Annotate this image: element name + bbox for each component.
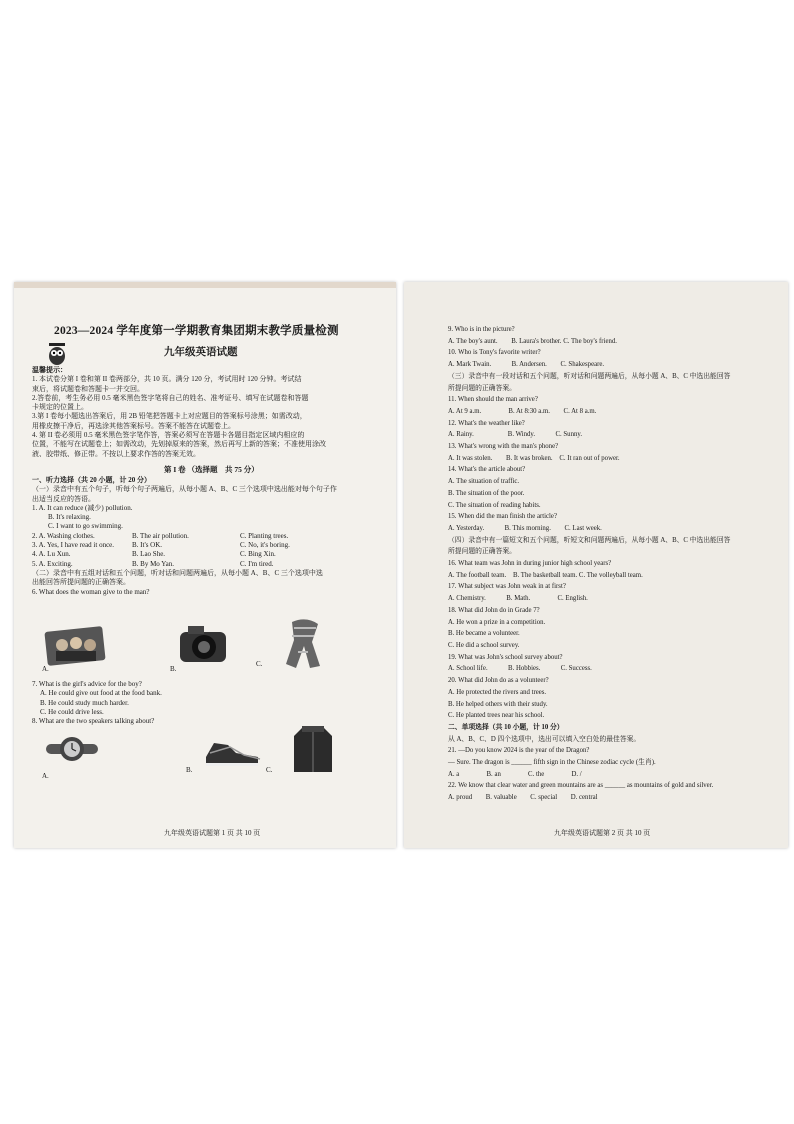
text-line: A. The football team. B. The basketball team. C. The volleyball team. — [448, 571, 643, 579]
option-a-label: A. — [42, 665, 49, 673]
question-1-option: C. I want to go swimming. — [48, 522, 123, 531]
exam-subtitle: 九年级英语试题 — [164, 347, 238, 358]
text-line: 18. What did John do in Grade 7? — [448, 606, 540, 614]
page-footer: 九年级英语试题第 2 页 共 10 页 — [554, 829, 651, 837]
text-line: A. At 9 a.m. B. At 8:30 a.m. C. At 8 a.m. — [448, 407, 597, 415]
question-8: 8. What are the two speakers talking about? — [32, 717, 155, 726]
notice-line: 4. 第 II 卷必须用 0.5 毫米黑色签字笔作答，答案必须写在答题卡各题目指定区域内相应的 — [32, 431, 305, 440]
option-a-label: A. — [42, 772, 49, 780]
text-line: 16. What team was John in during junior high school years? — [448, 560, 612, 568]
text-line: A. a B. an C. the D. / — [448, 770, 582, 778]
text-line: 17. What subject was John weak in at first? — [448, 583, 566, 591]
option-b-label: B. — [170, 665, 177, 673]
photo-of-people-icon — [44, 625, 106, 667]
listening-section — [32, 476, 337, 597]
text-line: C. He did a school survey. — [448, 641, 520, 649]
text-line: A. The situation of traffic. — [448, 478, 520, 486]
notice-line: 3.第 I 卷每小题选出答案后，用 2B 铅笔把答题卡上对应题目的答案标号涂黑；如需改动， — [32, 412, 307, 421]
camera-icon — [174, 622, 234, 668]
instruction-line: （二）录音中有五组对话和五个问题，听对话和问题两遍后，从每小题 A、B、C 三个选项中选 — [32, 568, 323, 577]
text-line: B. The situation of the poor. — [448, 489, 525, 497]
notice-line: 用橡皮擦干净后，再选涂其他答案标号。答案不能答在试题卷上。 — [32, 421, 235, 430]
scarf-icon — [282, 618, 328, 672]
notice-line: 束后，将试题卷和答题卡一并交回。 — [32, 384, 144, 393]
text-line: 19. What was John's school survey about? — [448, 653, 563, 661]
question-1-option: B. It's relaxing. — [48, 513, 91, 522]
notice-heading: 温馨提示： — [32, 366, 67, 374]
notice-line: 2.答卷前，考生务必用 0.5 毫米黑色签字笔将自己的姓名、准考证号、填写在试题卷和答题 — [32, 393, 309, 402]
text-line: A. Chemistry. B. Math. C. English. — [448, 595, 588, 603]
question-7: 7. What is the girl's advice for the boy? A. He could give out food at the food bank. B. He could study much harder. C. He could drive less. 8. What are the two speakers talking about? — [32, 680, 162, 726]
page-footer: 九年级英语试题第 1 页 共 10 页 — [164, 829, 261, 837]
section-heading: 二、单项选择（共 10 小题，计 10 分） — [448, 723, 564, 731]
text-line: C. The situation of reading habits. — [448, 501, 541, 509]
text-line: 14. What's the article about? — [448, 466, 526, 474]
instruction-line: 出能回答所提问题的正确答案。 — [32, 578, 130, 587]
text-line: B. He became a volunteer. — [448, 630, 520, 638]
owl-student-icon — [44, 340, 70, 366]
notice-line: 卡规定的位置上。 — [32, 403, 88, 412]
text-line: A. Yesterday. B. This morning. C. Last week. — [448, 524, 602, 532]
part1-heading: 第 I 卷 （选择题 共 75 分） — [164, 465, 259, 474]
question-4: 4. A. Lu Xun. B. Lao She. C. Bing Xin. — [32, 550, 276, 559]
jacket-icon — [292, 724, 334, 774]
text-line: A. He won a prize in a competition. — [448, 618, 546, 626]
instruction-line: （一）录音中有五个句子，听每个句子两遍后，从每小题 A、B、C 三个选项中选出能对每个句子作 — [32, 485, 337, 494]
sneakers-icon — [204, 737, 262, 769]
exam-page-1 — [14, 282, 396, 848]
exam-page-2 — [404, 282, 788, 848]
text-line: A. Rainy. B. Windy. C. Sunny. — [448, 431, 583, 439]
question-5: 5. A. Exciting. B. By Mo Yan. C. I'm tired. — [32, 559, 274, 568]
question-2: 2. A. Washing clothes. B. The air pollution. C. Planting trees. — [32, 531, 289, 540]
text-line: A. Mark Twain. B. Andersen. C. Shakespeare. — [448, 361, 605, 369]
text-line: 所提问题的正确答案。 — [448, 384, 516, 392]
text-line: C. He planted trees near his school. — [448, 712, 545, 720]
text-line: 22. We know that clear water and green mountains are as ______ as mountains of gold and silver. — [448, 782, 714, 790]
text-line: 12. What's the weather like? — [448, 419, 525, 427]
text-line: 11. When should the man arrive? — [448, 396, 538, 404]
text-line: 从 A、B、C、D 四个选项中，选出可以填入空白处的最佳答案。 — [448, 735, 641, 743]
text-line: （三）录音中有一段对话和五个问题，听对话和问题两遍后，从每小题 A、B、C 中选出能回答 — [448, 372, 731, 380]
text-line: A. He protected the rivers and trees. — [448, 688, 547, 696]
question-6: 6. What does the woman give to the man? — [32, 587, 150, 596]
text-line: 10. Who is Tony's favorite writer? — [448, 349, 541, 357]
question-1: 1. A. It can reduce (减少) pollution. — [32, 503, 133, 512]
watch-icon — [44, 732, 100, 768]
text-line: A. School life. B. Hobbies. C. Success. — [448, 665, 592, 673]
option-c-label: C. — [266, 766, 273, 774]
text-line: — Sure. The dragon is ______ fifth sign in the Chinese zodiac cycle (生肖). — [448, 759, 656, 767]
notice-line: 位置，不能写在试题卷上；如需改动，先划掉原来的答案，然后再写上新的答案；不准使用涂改 — [32, 440, 326, 449]
text-line: B. He helped others with their study. — [448, 700, 548, 708]
text-line: 15. When did the man finish the article? — [448, 513, 557, 521]
text-line: A. It was stolen. B. It was broken. C. It ran out of power. — [448, 454, 620, 462]
notice-line: 1. 本试卷分第 I 卷和第 II 卷两部分，共 10 页。满分 120 分，考试用时 120 分钟。考试结 — [32, 375, 302, 384]
text-line: A. proud B. valuable C. special D. central — [448, 794, 598, 802]
text-line: 21. —Do you know 2024 is the year of the Dragon? — [448, 747, 590, 755]
notice-block — [32, 366, 326, 459]
exam-title: 2023—2024 学年度第一学期教育集团期末教学质量检测 — [54, 325, 339, 337]
option-c-label: C. — [256, 660, 263, 668]
text-line: （四）录音中有一篇短文和五个问题，听短文和问题两遍后，从每小题 A、B、C 中选出能回答 — [448, 536, 731, 544]
questions-block — [448, 324, 730, 804]
text-line: 13. What's wrong with the man's phone? — [448, 443, 559, 451]
text-line: 9. Who is in the picture? — [448, 326, 515, 333]
text-line: 所提问题的正确答案。 — [448, 548, 516, 556]
page-top-shadow — [14, 282, 396, 288]
section-heading: 一、听力选择（共 20 小题，计 20 分） — [32, 476, 151, 484]
instruction-line: 出适当反应的答语。 — [32, 494, 95, 503]
text-line: A. The boy's aunt. B. Laura's brother. C. The boy's friend. — [448, 337, 617, 345]
text-line: 20. What did John do as a volunteer? — [448, 677, 549, 685]
option-b-label: B. — [186, 766, 193, 774]
question-3: 3. A. Yes, I have read it once. B. It's OK. C. No, it's boring. — [32, 541, 290, 550]
notice-line: 液、胶带纸、修正带。不按以上要求作答的答案无效。 — [32, 449, 200, 458]
